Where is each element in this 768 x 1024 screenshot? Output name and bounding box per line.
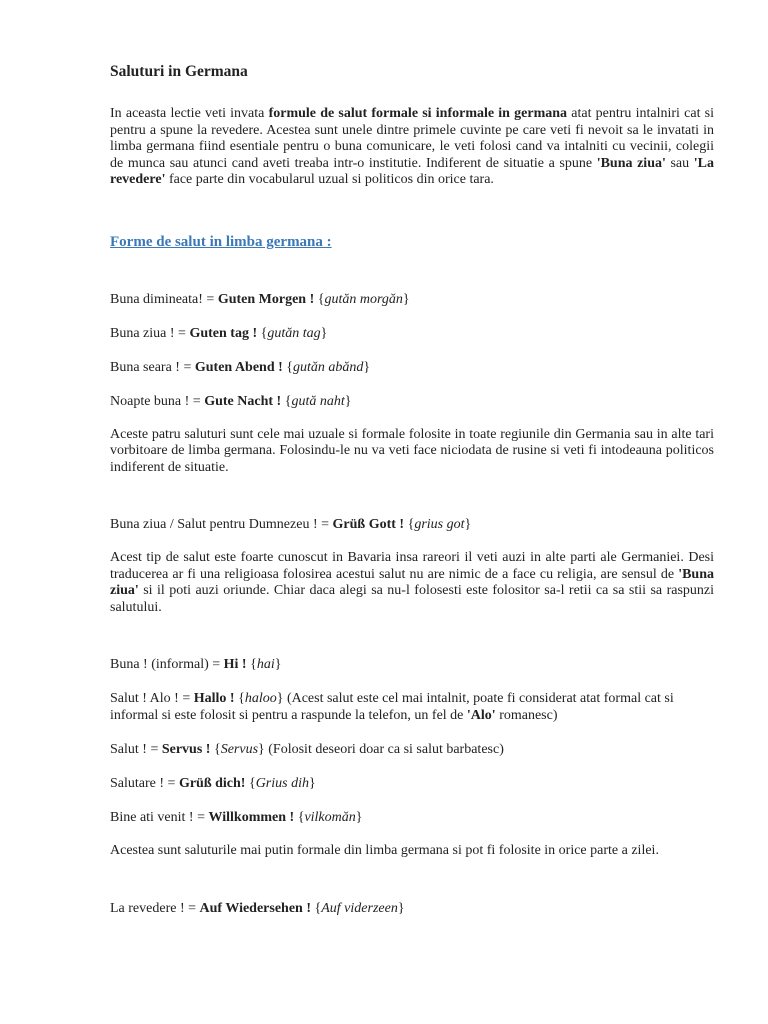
greeting-ro: Buna seara ! = [110,359,195,375]
greeting-de: Servus ! [161,742,211,757]
greeting-de: Guten Morgen ! [217,291,315,307]
greeting-de: Hi ! [223,657,247,672]
greeting-de: Gute Nacht ! [204,393,282,409]
note2-text-1: Acest tip de salut este foarte cunoscut in Bavaria insa rareori il veti auzi in alte parti ale Germaniei. Desi traducerea ar fi una religioasa folosirea acestui salut nu are nimic de a face cu religia, are sensul de [110,550,714,582]
intro-text-3: sau [665,155,694,171]
greeting-pronunciation: vilkomăn [304,810,356,825]
note-paragraph-1: Aceste patru saluturi sunt cele mai uzuale si formale folosite in toate regiunile din Germania sau in alte tari vorbitoare de limba germana. Folosindu-le nu va veti face niciodata de rusine si veti fi intodeauna politicos indiferent de situatie. [110,426,714,475]
greeting-pronunciation: Grius dih [255,776,309,791]
farewell-line: La revedere ! = Auf Wiedersehen ! {Auf viderzeen} [110,900,405,916]
greeting-pronunciation: gutăn morgăn [324,291,403,307]
greeting-ro: La revedere ! = [110,900,200,916]
greeting-line: Bine ati venit ! = Willkommen ! {vilkomăn} [110,810,363,825]
greeting-pronunciation: hai [256,657,275,672]
greeting-line: Buna seara ! = Guten Abend ! {gutăn abănd} [110,359,371,375]
greeting-line: Buna ziua / Salut pentru Dumnezeu ! = Grüß Gott ! {grius got} [110,517,472,532]
greeting-de: Hallo ! [193,691,235,706]
greeting-note: (Acest salut este cel mai intalnit, poate fi considerat atat formal cat si informal si este folosit si pentru a raspunde la telefon, un fel de [110,691,674,723]
greeting-line: Buna ! (informal) = Hi ! {hai} [110,657,282,672]
document-title: Saluturi in Germana [110,63,248,80]
greeting-ro: Salut ! Alo ! = [110,691,194,706]
greeting-line: Buna dimineata! = Guten Morgen ! {gutăn morgăn} [110,291,410,307]
greeting-ro: Buna ziua / Salut pentru Dumnezeu ! = [110,517,333,532]
greeting-line: Salut ! Alo ! = Hallo ! {haloo} (Acest salut este cel mai intalnit, poate fi considerat atat formal cat si informal si este folosit si pentru a raspunde la telefon, un fel de 'Alo' romanesc) [110,691,674,723]
intro-bold-2: 'Buna ziua' [596,155,666,171]
intro-text-4: face parte din vocabularul uzual si politicos din orice tara. [165,172,494,187]
greeting-line: Salut ! = Servus ! {Servus} (Folosit deseori doar ca si salut barbatesc) [110,742,504,757]
greeting-line: Noapte buna ! = Gute Nacht ! {gută naht} [110,393,352,409]
greeting-ro: Salutare ! = [110,776,179,791]
greeting-pronunciation: gutăn tag [267,325,321,341]
greeting-de: Willkommen ! [208,810,295,825]
intro-text-2: atat pentru intalniri cat si pentru a spune la revedere. Acestea sunt unele dintre primele cuvinte pe care veti fi nevoit sa le invatati in limba germana fiind esentiale pentru o buna comunicare, le veti folosi cand va intalniti cu vecinii, colegii de munca sau atunci cand aveti treaba intr-o institutie. Indiferent de situatie a spune [110,106,714,171]
note-paragraph-3: Acestea sunt saluturile mai putin formale din limba germana si pot fi folosite in orice parte a zilei. [110,843,659,858]
greeting-pronunciation: haloo [244,691,277,706]
section-heading: Forme de salut in limba germana : [110,233,332,250]
greeting-note-bold: 'Alo' [466,708,496,723]
greeting-de: Guten Abend ! [194,359,283,375]
greeting-line: Buna ziua ! = Guten tag ! {gutăn tag} [110,325,328,341]
greeting-de: Grüß dich! [178,776,246,791]
greeting-pronunciation: Auf viderzeen [321,900,398,916]
greeting-de: Guten tag ! [189,325,258,341]
greeting-ro: Buna ! (informal) = [110,657,224,672]
greeting-pronunciation: gutăn abănd [293,359,364,375]
greeting-ro: Bine ati venit ! = [110,810,209,825]
note2-text-2: si il poti auzi oriunde. Chiar daca alegi sa nu-l folosesti este folositor sa-l retii ca sa stii sa raspunzi salutului. [110,583,714,615]
greeting-ro: Noapte buna ! = [110,393,205,409]
greeting-ro: Salut ! = [110,742,162,757]
greeting-line: Salutare ! = Grüß dich! {Grius dih} [110,776,316,791]
greeting-ro: Buna dimineata! = [110,291,218,307]
intro-paragraph [110,106,714,189]
intro-text-1: In aceasta lectie veti invata [110,106,269,121]
intro-bold-1: formule de salut formale si informale in germana [268,106,568,121]
greeting-pronunciation: Servus [220,742,259,757]
document-page [110,62,714,934]
note-paragraph-2 [110,550,714,616]
greeting-ro: Buna ziua ! = [110,325,190,341]
note2-bold: 'Buna ziua' [110,566,714,598]
intro-bold-3: 'La revedere' [110,155,714,187]
greeting-de: Auf Wiedersehen ! [199,900,311,916]
greeting-note-end: romanesc) [495,708,558,723]
greeting-pronunciation: grius got [414,517,465,532]
greeting-de: Grüß Gott ! [332,517,405,532]
greeting-pronunciation: gută naht [291,393,345,409]
greeting-note: (Folosit deseori doar ca si salut barbatesc) [264,742,504,757]
